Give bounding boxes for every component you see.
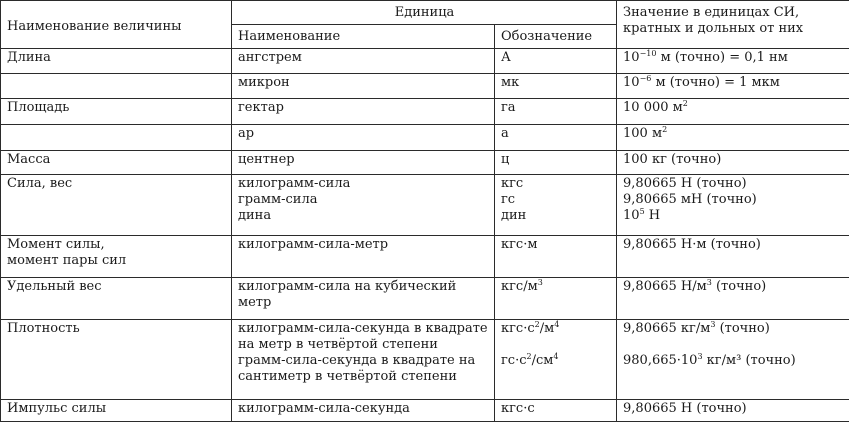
quantity-cell: Площадь [1, 99, 232, 125]
unit-name-cell: гектар [232, 99, 495, 125]
unit-name-cell: микрон [232, 73, 495, 99]
quantity-cell: Импульс силы [1, 400, 232, 422]
quantity-cell: Плотность [1, 320, 232, 400]
unit-symbol-cell: га [495, 99, 617, 125]
header-unit-group: Единица [232, 1, 617, 25]
unit-symbol-cell: ц [495, 150, 617, 175]
header-unit-symbol: Обозначение [495, 25, 617, 49]
header-si-value-line2: кратных и дольных от них [623, 21, 804, 36]
table-row [1, 278, 849, 320]
unit-name-cell: ангстрем [232, 49, 495, 74]
header-si-value [617, 1, 849, 49]
quantity-cell: Момент силы, момент пары сил [1, 236, 232, 278]
quantity-cell: Сила, вес [1, 175, 232, 236]
unit-name-cell: ар [232, 125, 495, 151]
unit-symbol-cell: а [495, 125, 617, 151]
header-quantity-name: Наименование величины [1, 1, 232, 49]
quantity-cell: Длина [1, 49, 232, 74]
unit-name-cell: центнер [232, 150, 495, 175]
unit-symbol-cell: А [495, 49, 617, 74]
si-value-cell: $10^{-10}$ м (точно) = 0,1 нм [617, 49, 849, 74]
table-row [1, 49, 849, 74]
header-row-1 [1, 1, 849, 25]
si-value-cell: 10 000 $м^2$ [617, 99, 849, 125]
si-value-cell: 9,80665 Н·м (точно) [617, 236, 849, 278]
table-row [1, 150, 849, 175]
si-value-cell: 9,80665 $кг/м^3$ (точно) $980,665\cdot 10^3$ кг/м³ (точно) [617, 320, 849, 400]
quantity-cell [1, 73, 232, 99]
unit-symbol-cell: $кгс\cdot с^2/м^4$ $гс\cdot с^2/см^4$ [495, 320, 617, 400]
unit-name-cell: килограмм-сила-секунда [232, 400, 495, 422]
quantity-cell: Масса [1, 150, 232, 175]
si-value-cell: 9,80665 $Н/м^3$ (точно) [617, 278, 849, 320]
header-unit-name: Наименование [232, 25, 495, 49]
unit-symbol-cell: кгс·с [495, 400, 617, 422]
unit-name-cell: килограмм-сила-секунда в квадрате на метр в четвёртой степени грамм-сила-секунда в квадрате на сантиметр в четвёртой степени [232, 320, 495, 400]
si-value-cell: 100 кг (точно) [617, 150, 849, 175]
unit-symbol-cell: кгс/$м^3$ [495, 278, 617, 320]
si-value-cell: $10^{-6}$ м (точно) = 1 мкм [617, 73, 849, 99]
si-value-cell: 9,80665 Н (точно) 9,80665 мН (точно) $10^5$ Н [617, 175, 849, 236]
table-row [1, 73, 849, 99]
table-row [1, 125, 849, 151]
unit-name-cell: килограмм-сила-метр [232, 236, 495, 278]
table-row [1, 320, 849, 400]
table-row [1, 99, 849, 125]
quantity-cell: Удельный вес [1, 278, 232, 320]
quantity-cell [1, 125, 232, 151]
table-row [1, 236, 849, 278]
unit-name-cell: килограмм-сила на кубический метр [232, 278, 495, 320]
unit-symbol-cell: мк [495, 73, 617, 99]
unit-name-cell: килограмм-сила грамм-сила дина [232, 175, 495, 236]
si-value-cell: 9,80665 Н (точно) [617, 400, 849, 422]
table-row [1, 400, 849, 422]
si-value-cell: 100 $м^2$ [617, 125, 849, 151]
header-si-value-line1: Значение в единицах СИ, [623, 5, 800, 20]
unit-symbol-cell: кгс гс дин [495, 175, 617, 236]
table-row [1, 175, 849, 236]
unit-symbol-cell: кгс·м [495, 236, 617, 278]
